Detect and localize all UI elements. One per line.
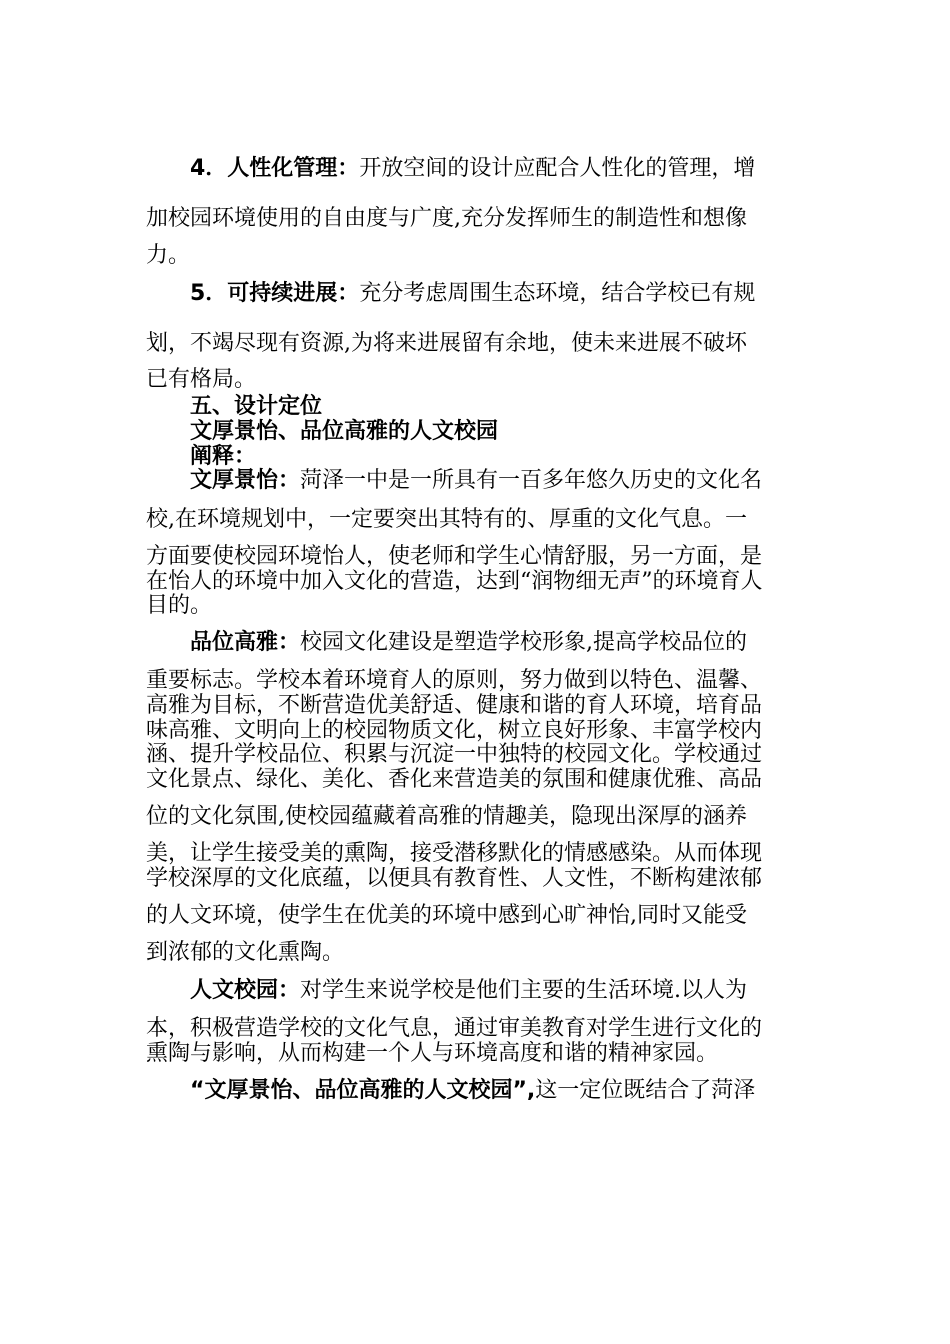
section-heading: 五、设计定位 [190,394,323,419]
last-line-1: “文厚景怡、品位高雅的人文校园”,这一定位既结合了菏泽 [190,1078,756,1103]
pinwei-line-3: 高雅为目标，不断营造优美舒适、健康和谐的育人环境，培育品 [146,693,763,718]
pinwei-line-4: 味高雅、文明向上的校园物质文化，树立良好形象、丰富学校内 [146,718,763,743]
wenhou-line-2: 校,在环境规划中，一定要突出其特有的、厚重的文化气息。一 [146,507,747,532]
wenhou-line-3: 方面要使校园环境怡人，使老师和学生心情舒服，另一方面，是 [146,544,763,569]
p4-line-3: 力。 [146,243,191,268]
pinwei-line-6: 文化景点、绿化、美化、香化来营造美的氛围和健康优雅、高品 [146,767,763,792]
explain-label: 阐释： [190,444,257,469]
p5-line-2: 划，不竭尽现有资源,为将来进展留有余地，使未来进展不破坏 [146,331,747,356]
pinwei-line-9: 学校深厚的文化底蕴，以便具有教育性、人文性，不断构建浓郁 [146,866,763,891]
section-subtitle: 文厚景怡、品位高雅的人文校园 [190,419,499,444]
p5-line-3: 已有格局。 [146,367,257,392]
p4-label: 4．人性化管理： [190,156,360,181]
pinwei-line-2: 重要标志。学校本着环境育人的原则，努力做到以特色、温馨、 [146,668,763,693]
p5-label: 5．可持续进展： [190,281,360,306]
p5-line-1: 5．可持续进展：充分考虑周围生态环境，结合学校已有规 [190,281,756,306]
renwen-line-1: 人文校园：对学生来说学校是他们主要的生活环境.以人为 [190,978,748,1003]
wenhou-line-1: 文厚景怡：菏泽一中是一所具有一百多年悠久历史的文化名 [190,468,763,493]
pinwei-label: 品位高雅： [190,630,301,655]
p4-line-2: 加校园环境使用的自由度与广度,充分发挥师生的制造性和想像 [146,206,747,231]
pinwei-line-1: 品位高雅：校园文化建设是塑造学校形象,提高学校品位的 [190,630,748,655]
pinwei-line-5: 涵、提升学校品位、积累与沉淀一中独特的校园文化。学校通过 [146,742,763,767]
renwen-line-3: 熏陶与影响，从而构建一个人与环境高度和谐的精神家园。 [146,1041,719,1066]
wenhou-line-4: 在怡人的环境中加入文化的营造，达到“润物细无声”的环境育人 [146,569,763,594]
p4-line-1: 4．人性化管理：开放空间的设计应配合人性化的管理，增 [190,156,756,181]
wenhou-label: 文厚景怡： [190,468,301,493]
pinwei-line-8: 美，让学生接受美的熏陶，接受潜移默化的情感感染。从而体现 [146,841,763,866]
renwen-label: 人文校园： [190,978,301,1003]
pinwei-line-10: 的人文环境，使学生在优美的环境中感到心旷神怡,同时又能受 [146,903,747,928]
pinwei-line-11: 到浓郁的文化熏陶。 [146,940,345,965]
wenhou-line-5: 目的。 [146,593,213,618]
pinwei-line-7: 位的文化氛围,使校园蕴藏着高雅的情趣美，隐现出深厚的涵养 [146,804,747,829]
last-label: “文厚景怡、品位高雅的人文校园”, [190,1078,536,1103]
renwen-line-2: 本，积极营造学校的文化气息，通过审美教育对学生进行文化的 [146,1016,763,1041]
